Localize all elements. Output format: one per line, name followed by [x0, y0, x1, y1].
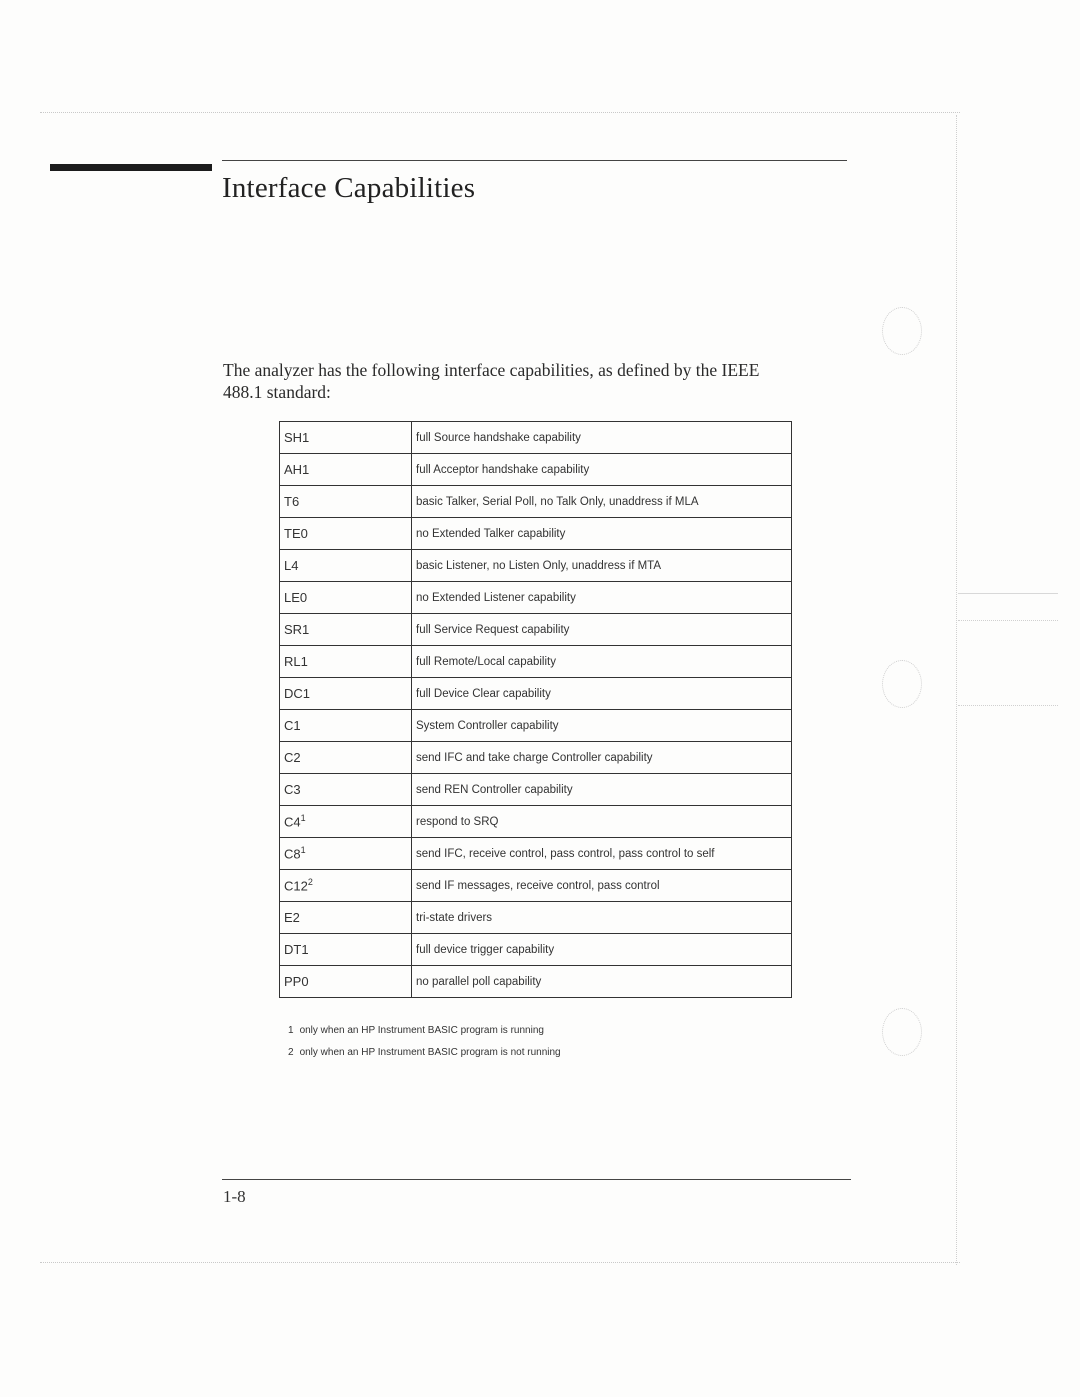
capability-description: full Source handshake capability — [412, 422, 792, 454]
footer-rule — [222, 1179, 851, 1180]
footnote — [288, 1020, 561, 1042]
capability-row — [280, 550, 792, 582]
capability-code: LE0 — [284, 590, 308, 605]
capability-code-cell — [280, 518, 412, 550]
scan-dotted-edge-top — [40, 112, 960, 113]
capability-row — [280, 742, 792, 774]
capability-row — [280, 422, 792, 454]
intro-paragraph: The analyzer has the following interface capabilities, as defined by the IEEE 488.1 standard: — [223, 360, 760, 402]
scan-side-line — [958, 620, 1058, 621]
footnote-reference: 1 — [300, 813, 306, 824]
capabilities-table — [279, 421, 792, 998]
capability-row — [280, 646, 792, 678]
capability-code-cell — [280, 582, 412, 614]
capability-code: RL1 — [284, 654, 308, 669]
page-title: Interface Capabilities — [222, 172, 476, 204]
binder-hole-mark — [882, 307, 922, 355]
footnote — [288, 1042, 561, 1064]
capability-code: C12 — [284, 878, 308, 894]
capability-code-cell — [280, 550, 412, 582]
capability-code: C3 — [284, 782, 301, 797]
capability-code-cell — [280, 454, 412, 486]
capability-description: full device trigger capability — [412, 934, 792, 966]
capability-row — [280, 518, 792, 550]
capability-description: send IFC, receive control, pass control, pass control to self — [412, 838, 792, 870]
capability-code: AH1 — [284, 462, 310, 477]
capability-description: send IF messages, receive control, pass control — [412, 870, 792, 902]
capability-row — [280, 870, 792, 902]
scan-side-line — [958, 705, 1058, 706]
footnote-reference: 1 — [300, 845, 306, 856]
capability-row — [280, 934, 792, 966]
capability-code: E2 — [284, 910, 300, 925]
capability-code: DC1 — [284, 686, 311, 701]
capability-row — [280, 582, 792, 614]
capability-code-cell — [280, 422, 412, 454]
footnote-reference: 2 — [307, 877, 313, 888]
capability-code: SH1 — [284, 430, 310, 445]
capability-code-cell — [280, 838, 412, 870]
capability-code: L4 — [284, 558, 299, 573]
capability-description: send REN Controller capability — [412, 774, 792, 806]
page-number: 1-8 — [223, 1187, 246, 1206]
capability-code-cell — [280, 966, 412, 998]
capability-code: DT1 — [284, 942, 309, 957]
capability-code: SR1 — [284, 622, 310, 637]
scan-side-line — [958, 593, 1058, 594]
scan-dotted-edge-bottom — [40, 1262, 960, 1263]
capability-code-cell — [280, 870, 412, 902]
capability-row — [280, 486, 792, 518]
header-rule — [222, 160, 847, 161]
capability-row — [280, 710, 792, 742]
capability-row — [280, 902, 792, 934]
footnote-number: 1 — [288, 1025, 294, 1036]
capability-description: tri-state drivers — [412, 902, 792, 934]
capability-code-cell — [280, 710, 412, 742]
capability-description: full Remote/Local capability — [412, 646, 792, 678]
capability-row — [280, 966, 792, 998]
footnote-text: only when an HP Instrument BASIC program is not running — [299, 1047, 561, 1058]
capability-code-cell — [280, 614, 412, 646]
capability-description: full Service Request capability — [412, 614, 792, 646]
footnote-text: only when an HP Instrument BASIC program is running — [299, 1025, 544, 1036]
capability-code: C2 — [284, 750, 301, 765]
capability-description: no Extended Listener capability — [412, 582, 792, 614]
footnotes — [288, 1020, 561, 1064]
capability-code: C4 — [284, 814, 301, 830]
capability-description: full Device Clear capability — [412, 678, 792, 710]
capability-code: C8 — [284, 846, 301, 862]
capability-row — [280, 806, 792, 838]
scan-dotted-edge-right — [956, 115, 957, 1265]
capability-description: System Controller capability — [412, 710, 792, 742]
capability-code: PP0 — [284, 974, 309, 989]
capability-code-cell — [280, 774, 412, 806]
capability-row — [280, 774, 792, 806]
capability-description: full Acceptor handshake capability — [412, 454, 792, 486]
capabilities-table-body — [280, 422, 792, 998]
capability-row — [280, 614, 792, 646]
section-header-bar — [50, 164, 212, 171]
capability-code: T6 — [284, 494, 300, 509]
capability-code-cell — [280, 742, 412, 774]
capability-code-cell — [280, 678, 412, 710]
capability-code-cell — [280, 486, 412, 518]
capability-code: C1 — [284, 718, 301, 733]
capability-description: no Extended Talker capability — [412, 518, 792, 550]
capability-row — [280, 838, 792, 870]
capability-description: respond to SRQ — [412, 806, 792, 838]
binder-hole-mark — [882, 1008, 922, 1056]
capability-description: basic Talker, Serial Poll, no Talk Only, unaddress if MLA — [412, 486, 792, 518]
capability-code-cell — [280, 934, 412, 966]
capability-code-cell — [280, 646, 412, 678]
capability-code-cell — [280, 806, 412, 838]
footnote-number: 2 — [288, 1047, 294, 1058]
capability-row — [280, 678, 792, 710]
capability-description: send IFC and take charge Controller capability — [412, 742, 792, 774]
binder-hole-mark — [882, 660, 922, 708]
capability-code-cell — [280, 902, 412, 934]
capability-description: basic Listener, no Listen Only, unaddress if MTA — [412, 550, 792, 582]
capability-description: no parallel poll capability — [412, 966, 792, 998]
capability-code: TE0 — [284, 526, 308, 541]
capability-row — [280, 454, 792, 486]
